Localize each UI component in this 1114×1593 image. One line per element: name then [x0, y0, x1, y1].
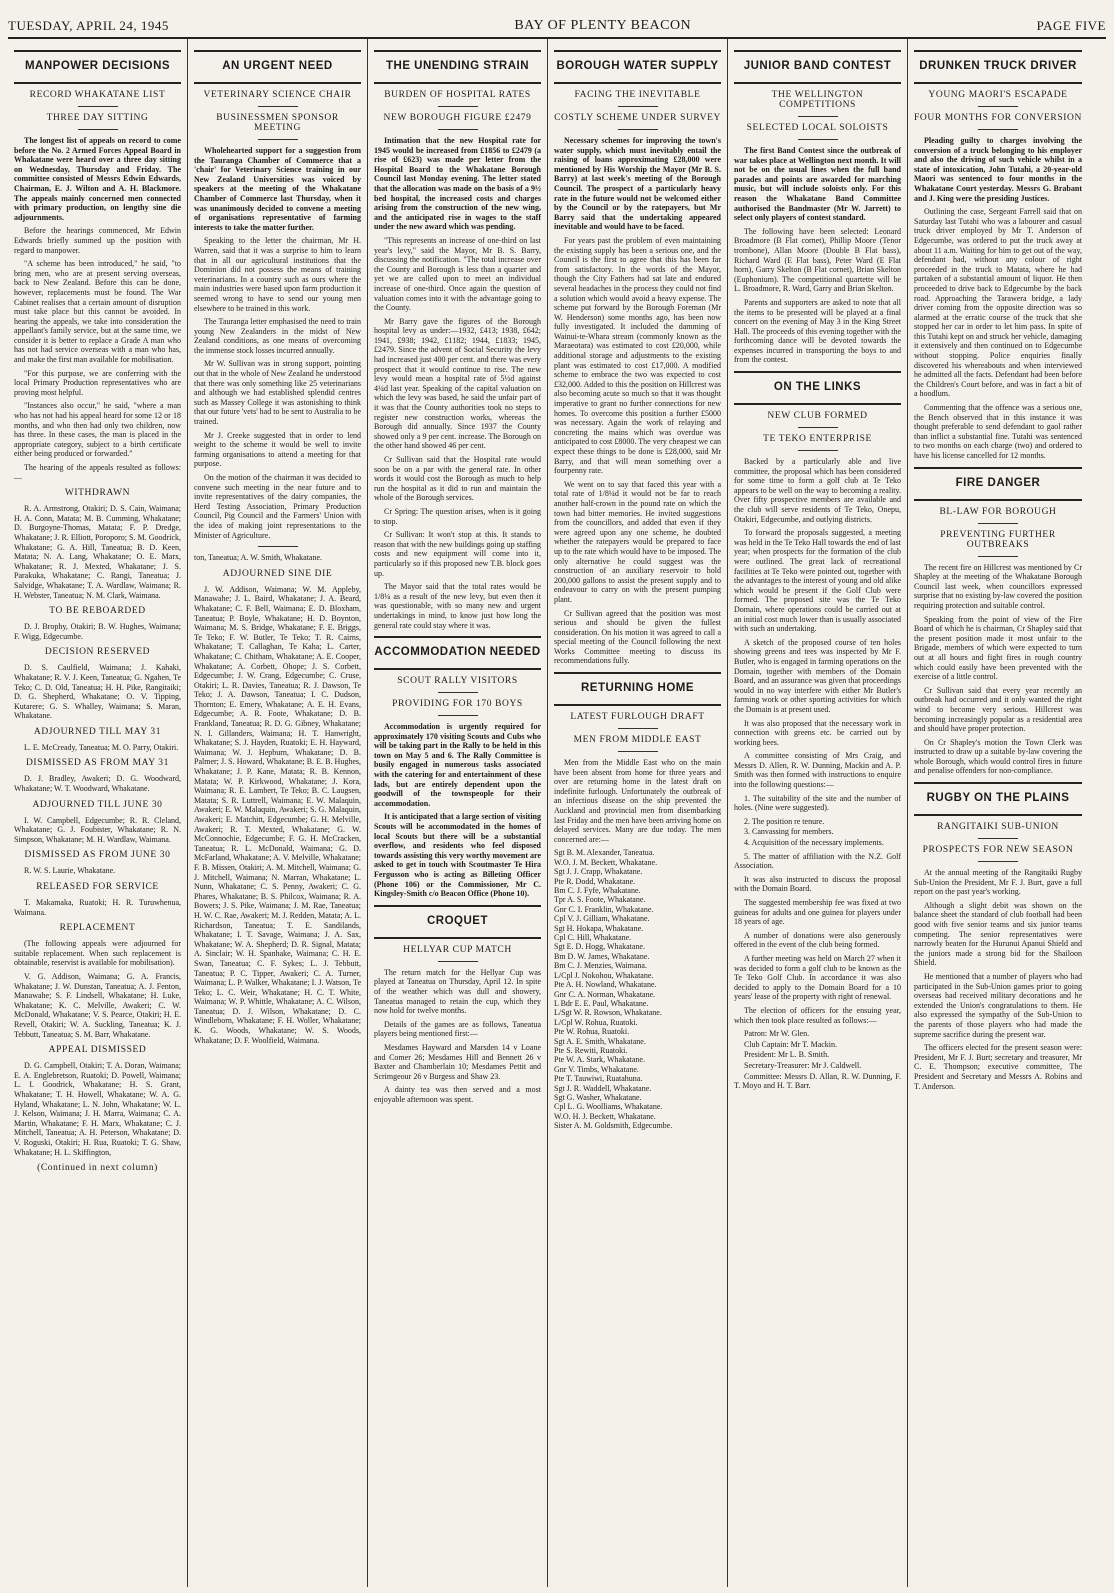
paragraph: Mesdames Hayward and Marsden 14 v Loane and Comer 26; Mesdames Hill and Bennett 26 v Baxter and Chamberlain 10; Mesdames Pettit and Scrimgeour 26 v Burgess and Shaw 23.: [374, 1042, 541, 1081]
paragraph: Speaking to the letter the chairman, Mr H. Warren, said that it was a surprise to him to learn that in all our agricultural institutions that the Dominion did not possess the means of training veterinarians. In a country such as ours where the main industries were based upon farm production it seemed wrong to have to send our young men elsewhere to be trained in this work.: [194, 236, 361, 313]
list-heading: WITHDRAWN: [64, 488, 131, 499]
subhead: YOUNG MAORI'S ESCAPADE: [928, 90, 1068, 100]
paragraph: Mr Barry gave the figures of the Borough hospital levy as under:—1932, £413; 1938, £642; 1941, £938; 1942, £1182; 1944, £1833; 1945, £2479. Since the advent of Social Security the levy had increased just 400 per cent. and there was every prospect that it would continue to rise. The new levy would mean a hospital rate of 5½d against 4¼d last year. Speaking of the capital valuation on which the levy was based, he said the unfair part of it was that the County authorities took no steps to register new construction works, whereas the Borough did annually. Since 1937 the County showed only a 9 per cent. increase. The Borough on the other hand showed 46 per cent.: [374, 316, 541, 451]
name-list: J. W. Addison, Waimana; W. M. Appleby, Manawahe; J. L. Baird, Whakatane; J. A. Beard, Whakatane; C. F. Bell, Waimana; E. D. Bloxham, Taneatua; P. Boyle, Whakatane; H. D. Boynton, Waimana; M. S. Bridge, Whakatane; F. E. Briggs, Te Teko; F. W. Butler, Te Teko; T. R. Cairns, Whakatane; T. Callaghan, Te Kaha; L. Carter, Whakatane; C. Chitham, Whakatane; A. E. Cooper, Whakatane; A. Corbett, Ohope; J. S. Corbett, Edgecumbe; J. W. Crang, Edgecumbe; C. Cruse, Otakiri; L. R. Davies, Taneatua; R. J. Dawson, Te Teko; J. A. Dawson, Taneatua; I. C. Dudson, Thornton; E. Emery, Whakatane; A. E. H. Evans, Edgecumbe; A. R. Foote, Whakatane; D. B. Frankland, Taneatua; R. D. G. Gibney, Whakatane; N. I. Gillanders, Waimana; H. T. Hanwright, Whakatane; S. J. Hayden, Ruatoki; E. H. Hayward, Waimana; W. J. Hepburn, Whakatane; D. B. Palmer; J. S. Howard, Whakatane; B. E. B. Hughes, Whakatane; J. P. Kane, Matata; R. B. Kennon, Matata; W. P. Kirkwood, Whakatane; J. Kora, Waimana; R. E. Lambert, Te Teko; B. C. Laugsen, Matata; S. R. Luttrell, Waimana; E. W. Malaquin, Awakeri; E. W. Malaquin, Awakeri; S. G. Malaquin, Awakeri; E. Matchitt, Edgecumbe; G. H. Melville, Awakeri; R. T. Mexted, Whakatane; G. W. McConnochie, Edgecumbe; F. G. H. McCracken, Taneatua; R. L. McDonald, Waimana; G. D. McFarland, Whakatane; A. V. Melville, Whakatane; F. B. Missen, Otakiri; A. M. Mitchell, Waimana; G. J. Mitchell, Waimana; N. Marran, Whakatane; L. Nunn, Whakatane; C. S. Penny, Awakeri; C. G. Phares, Whakatane; B. S. Philcox, Waimana; R. A. Bowers; J. S. Pike, Waimana; J. M. Rae, Taneatua; H. W. C. Rae, Awakeri; M. J. Redden, Matata; A. L. Richardson, Taneatua; T. E. Sandilands, Whakatane; I. T. Savage, Waimana; J. A. Sax, Whakatane; W. A. Shepherd; D. R. Signal, Matata; A. Sinclair; W. H. Spanhake, Waimana; C. H. E. Swan, Taneatua; C. F. Sykes; L. J. Tebbutt, Taneatua; P. C. Tipper, Awakeri; C. A. Turner, Waimana; L. P. Walker, Whakatane; I. J. Watson, Te Teko; L. C. Weir, Whakatane; H. C. T. White, Waimana; W. P. Whittle, Whakatane; A. C. Wilson, Taneatua; D. J. Wilson, Whakatane; D. C. Windleborn, Whakatane; F. H. Woller, Whakatane; K. G. Woods, Whakatane; W. S. Woods, Whakatane; D. F. Woolfield, Waimana.: [194, 584, 361, 1045]
subhead: VETERINARY SCIENCE CHAIR: [203, 90, 352, 100]
headline-rugby: RUGBY ON THE PLAINS: [926, 792, 1070, 805]
paragraph: Commenting that the offence was a serious one, the Bench observed that in this instance it was thought preferable to send defendant to gaol rather than inflict a substantial fine. Tutahi was sentenced to two months on each charge (two) and ordered to have his license cancelled for 12 months.: [914, 403, 1082, 460]
headline-manpower: MANPOWER DECISIONS: [24, 60, 171, 72]
issue-date: TUESDAY, APRIL 24, 1945: [8, 18, 169, 33]
lead-paragraph: Intimation that the new Hospital rate for 1945 would be increased from £1856 to £2479 (a rise of £623) was made per letter from the Hospital Board to the Whakatane Borough Council last Monday evening. The letter stated that the allocation was made on the basis of a 9½ bed hospital, the increased costs and charges arising from the construction of the new wing, and the anticipated rise in wages to the staff under the new award which was pending.: [374, 136, 541, 232]
column-band-links: [728, 38, 908, 1587]
paragraph: The Mayor said that the total rates would be 1/8¼ as a result of the new levy, but even then it was questionable, with so many new and urgent undertakings in mind, to know just how long the general rate could stay where it was.: [374, 582, 541, 630]
paragraph: Secretary-Treasurer: Mr J. Caldwell.: [744, 1060, 862, 1070]
list-item: Pte W. Rohua, Ruatoki.: [554, 1027, 630, 1037]
list-heading: ADJOURNED SINE DIE: [222, 568, 333, 579]
paragraph: A committee consisting of Mrs Craig, and Messrs D. Allen, R. W. Dunning, Mackin and A. P. Smith was then formed with instructions to enquire into the following questions:—: [734, 751, 901, 790]
paragraph: Cr Sullivan: It won't stop at this. It stands to reason that with the new buildings going up staffing costs and new equipment will come into it, particularly so if this proposed new T.B. block goes up.: [374, 530, 541, 578]
subhead: THREE DAY SITTING: [46, 113, 149, 123]
paragraph: The hearing of the appeals resulted as follows:—: [14, 463, 181, 482]
list-item: L Bdr E. E. Paul, Whakatane.: [554, 998, 649, 1008]
subhead: HELLYAR CUP MATCH: [403, 944, 512, 955]
subhead: PREVENTING FURTHER OUTBREAKS: [940, 529, 1056, 550]
paragraph: At the annual meeting of the Rangitaiki Rugby Sub-Union the President, Mr F. J. Burt, gave a full report on the past year's working.: [914, 868, 1082, 897]
name-list: ton, Taneatua; A. W. Smith, Whakatane.: [194, 553, 323, 563]
list-heading: RELEASED FOR SERVICE: [36, 882, 159, 893]
paragraph: A further meeting was held on March 27 when it was decided to form a golf club to be known as the Te Teko Golf Club. In accordance it was also decided to apply to the Domain Board for a 10 years' lease of the property with right of renewal.: [734, 953, 901, 1002]
paragraph: The officers elected for the present season were: President, Mr F. J. Burt; secretary and treasurer, Mr C. E. Thompson; executive committee, The President and Secretary and Messrs A. Robins and T. Anderson.: [914, 1043, 1082, 1091]
list-item: L/Cpl J. Nokohou, Whakatane.: [554, 970, 654, 980]
paragraph: The election of officers for the ensuing year, which then took place resulted as follows:—: [734, 1005, 901, 1025]
paragraph: Although a slight debit was shown on the balance sheet the standard of club football had been good with five senior teams and six junior teams competing. The senior representatives were narrowly beaten for the Hurunui Apanui Shield and the juniors made a strong bid for the Shailoon Shield.: [914, 900, 1082, 968]
paragraph: It was also instructed to discuss the proposal with the Domain Board.: [734, 874, 901, 894]
paragraph: Cr Sullivan said that the Hospital rate would soon be on a par with the general rate. In other words it would cost the Borough as much to help run the hospital as it did to run and maintain the whole of the Borough services.: [374, 455, 541, 503]
paragraph: The following have been selected: Leonard Broadmore (B Flat cornet), Phillip Moore (Tenor trombone), Allan Moore (Double B Flat bass), Richard Ward (E Flat bass), Peter Ward (E Flat horn), Garry Skelton (B Flat cornet), Brian Skelton (Euphonium). The competitional quartette will be L. Broadmore, R. Ward, Garry and Brian Skelton.: [734, 226, 901, 294]
name-list: R. W. S. Laurie, Whakatane.: [24, 866, 116, 876]
paragraph: Cr Sullivan said that every year recently an outbreak had occurred and it only wanted the right wind to become very serious. Hillcrest was becoming increasingly popular as a residential area and should have proper protection.: [914, 685, 1082, 734]
list-heading: DECISION RESERVED: [44, 647, 151, 658]
subhead: SELECTED LOCAL SOLOISTS: [746, 123, 889, 133]
name-list: D. S. Caulfield, Waimana; J. Kahaki, Whakatane; R. V. J. Keen, Taneatua; G. Ngahen, Te Teko; C. D. Old, Taneatua; H. H. Pike, Rangitaiki; D. G. Shepherd, Whakatane; O. V. Tipping, Kutarere; G. S. Whalley, Waimana; S. Maran, Whakatane.: [14, 663, 181, 721]
subhead: TE TEKO ENTERPRISE: [763, 434, 872, 445]
paragraph: President: Mr L. B. Smith.: [744, 1050, 830, 1060]
name-list: V. G. Addison, Waimana; G. A. Francis, Whakatane; J. W. Dunstan, Taneatua; A. J. Fenton, Manawahe; S. F. Lindsell, Whakatane; H. Luke, Whakatane; K. C. Melville, Awakeri; C. W. McDonald, Whakatane; V. S. Pearce, Otakiri; H. E. Revell, Otakiri; W. A. Suckling, Taneatua; K. J. Tebbutt, Taneatua; S. M. Barr, Whakatane.: [14, 972, 181, 1039]
paragraph: Cr Sullivan agreed that the position was most serious and should be given the fullest consideration. On his motion it was agreed to call a special meeting of the Council following the next Works Committee meeting to discuss its recommendations fully.: [554, 608, 721, 666]
list-heading: ADJOURNED TILL MAY 31: [33, 726, 162, 737]
paragraph: 3. Canvassing for members.: [744, 827, 834, 837]
continued-note: (Continued in next column): [37, 1163, 158, 1174]
list-item: Bm C. J. Menzies, Waimana.: [554, 961, 647, 971]
paragraph: Parents and supporters are asked to note that all the items to be presented will be played at a final concert on the evening of May 3 in the King Street Hall. The proceeds of this evening together with the forthcoming dance will be devoted towards the expenses incurred in transporting the boys to and from the contest.: [734, 297, 901, 365]
paper-title: BAY OF PLENTY BEACON: [514, 18, 692, 33]
lead-paragraph: The first Band Contest since the outbreak of war takes place at Wellington next month. It will not be on the usual lines when the full band parades and points are awarded for marching music, but will include soloists only. For this reason the Whakatane Band Committee authorised the Bandmaster (Mr W. Jarrett) to select only players of contest standard.: [734, 146, 901, 223]
list-heading: DISMISSED AS FROM JUNE 30: [24, 850, 171, 861]
paragraph: "This represents an increase of one-third on last year's levy," said the Mayor, Mr B. S. Barry, discussing the notification. "The total increase over the County and Borough is less than a quarter and yet we are called upon to meet an individual increase of one-third. Once again the question of valuation comes into it with the advantage going to the County.: [374, 235, 541, 313]
paragraph: Backed by a particularly able and live committee, the proposal which has been considered for some time to form a golf club at Te Teko appears to be well on the way to becoming a reality. Over fifty prospective members are available and the club will serve residents of Te Teko, Onepu, Otakiri, Edgecumbe, and outlying districts.: [734, 457, 901, 524]
list-heading: ADJOURNED TILL JUNE 30: [32, 799, 163, 810]
subhead: PROSPECTS FOR NEW SEASON: [922, 845, 1074, 856]
lead-paragraph: It is anticipated that a large section of visiting Scouts will be accommodated in the homes of local Scouts but there will be a substantial overflow, and residents who feel disposed towards assisting this very worthy movement are asked to get in touch with Scoutmaster Te Hira Fergusson who is acting as Billeting Officer (Phone 106) or the Commissioner, Mr C. Kingsley-Smith c/o Beacon Office (Phone 10).: [374, 812, 541, 899]
list-item: Sgt H. Hokapa, Whakatane.: [554, 923, 644, 933]
name-list: T. Makamaka, Ruatoki; H. R. Turuwhenua, Waimana.: [14, 898, 181, 917]
headline-croquet: CROQUET: [427, 914, 488, 927]
paragraph: 2. The position re tenure.: [744, 816, 825, 826]
subhead: MEN FROM MIDDLE EAST: [573, 735, 702, 746]
lead-paragraph: Wholehearted support for a suggestion from the Tauranga Chamber of Commerce that a 'chair' for Veterinary Science training in our New Zealand Universities was voiced by speakers at the meeting of the Whakatane Chamber of Commerce last Thursday, when it was unanimously decided to convene a meeting of organisations representative of farming interests to take the matter further.: [194, 146, 361, 232]
subhead: FACING THE INEVITABLE: [574, 90, 701, 100]
subhead: PROVIDING FOR 170 BOYS: [392, 699, 523, 710]
list-item: Sgt B. M. Alexander, Taneatua.: [554, 848, 655, 858]
list-item: W.O. H. J. Beckett, Whakatane.: [554, 1111, 656, 1121]
list-item: Cpl V. J. Gilliam, Whakatane.: [554, 914, 650, 924]
name-list: I. W. Campbell, Edgecumbe; R. R. Cleland, Whakatane; G. J. Foubister, Whakatane; R. N. Simpson, Whakatane; M. H. Wardlaw, Waimana.: [14, 815, 181, 844]
paragraph: The Tauranga letter emphasised the need to train young New Zealanders in the midst of New Zealand conditions, as one means of overcoming the immense stock losses incurred annually.: [194, 317, 361, 355]
paragraph: Club Captain: Mr T. Mackin.: [744, 1039, 838, 1049]
headline-water-supply: BOROUGH WATER SUPPLY: [556, 60, 719, 72]
list-heading: TO BE REBOARDED: [49, 606, 146, 617]
paragraph: Mr W. Sullivan was in strong support, pointing out that in the whole of New Zealand he understood that there was only something like 25 veterinarians and although we had established splendid centres such as Massey College it was astonishing to think that our future 'vets' had to be sent to Australia to be trained.: [194, 359, 361, 427]
subhead: NEW BOROUGH FIGURE £2479: [383, 113, 532, 123]
paragraph: Details of the games are as follows, Taneatua players being mentioned first:—: [374, 1019, 541, 1039]
headline-fire-danger: FIRE DANGER: [955, 476, 1041, 489]
list-item: Gnr V. Timbs, Whakatane.: [554, 1064, 639, 1074]
lead-paragraph: The longest list of appeals on record to come before the No. 2 Armed Forces Appeal Board in Whakatane were heard over a three day sitting on Wednesday, Thursday and Friday. The committee consisted of Messrs Edwin Edwards, Chairman, E. J. Wilton and A. H. Blackmore. The appeals mainly concerned men connected with primary production, on lengthy sine die adjournments.: [14, 136, 181, 222]
lead-paragraph: Necessary schemes for improving the town's water supply, which must inevitably entail the raising of loans approximating £28,000 were mentioned by His Worship the Mayor (Mr B. S. Barry) at last week's meeting of the Borough Council. The prospect of a particularly heavy rate in the future would not be welcomed either by the Council or by the ratepayers, but Mr Barry said that the undertaking appeared inevitable and would have to be faced.: [554, 136, 721, 232]
paragraph: It was also proposed that the necessary work in connection with greens etc. be carried out by working bees.: [734, 718, 901, 747]
returning-men-list: [554, 848, 721, 1130]
headline-returning-home: RETURNING HOME: [580, 682, 695, 695]
paragraph: "A scheme has been introduced," he said, "to bring men, who are at present serving overseas, back to New Zealand. Before this can be done, however, replacements must be found. The War Cabinet realises that a certain amount of disruption must take place but this cannot be avoided. In hearing the appeals, we take into consideration the appellant's family service, but at the same time, we consider it is better to replace a Grade A man who has not had service overseas with a man who has, and make the first man available for mobilisation.: [14, 259, 181, 365]
columns: [8, 38, 1106, 1587]
name-list: D. J. Brophy, Otakiri; B. W. Hughes, Waimana; F. Wigg, Edgecumbe.: [14, 622, 181, 641]
paragraph: Committee: Messrs D. Allan, R. W. Dunning, F. T. Moyo and H. T. Barr.: [734, 1071, 901, 1091]
paragraph: "Instances also occur," he said, "where a man who has not had his appeal heard for some 12 or 18 months, and who then had only two children, now has three. In these cases, the man is placed in the appropriate category, subject to a birth certificate either being produced or forwarded.": [14, 401, 181, 459]
paragraph: The return match for the Hellyar Cup was played at Taneatua on Thursday, April 12. In spite of the weather which was dull and showery, Taneatua managed to retain the cup, which they now hold for twelve months.: [374, 967, 541, 1016]
column-water-supply: [548, 38, 728, 1587]
paragraph: Speaking from the point of view of the Fire Board of which he is chairman, Cr Shapley said that the present position made it most unfair to the Brigade, members of which were expected to turn out at all hours and fight fires in rough country which could easily have been prevented with the exercise of a little control.: [914, 614, 1082, 682]
headline-band-contest: JUNIOR BAND CONTEST: [743, 60, 892, 72]
list-item: Sister A. M. Goldsmith, Edgecumbe.: [554, 1121, 673, 1131]
paragraph: For years past the problem of even maintaining the existing supply has been a serious one, and the Council is the first to agree that this has been far from satisfactory. In the words of the Mayor, though the City Fathers had sat late and endured several headaches in the process they could not find a solution which would avoid a heavy expense. The scheme put forward by the Borough Foreman (Mr W. Henderson) some months ago, has been now fully investigated. It included the damming of Wainui-te-Whara stream (commonly known as the Maraeotara) was estimated to cost £20,000, while additional storage and adjustments to the existing plant was estimated to cost £17,000. A modified scheme to embrace the two was expected to cost £32,000. Added to this the position on Hillcrest was also becoming acute so much so that it was thought imperative to grant no further connections for new homes. To overcome this position a further £5000 was necessary. Again the work of relaying and concreting the mains which was overdue was anticipated to cost £8000. The very cheapest we can expect these things to be done is £28,000, said Mr Barry, and that will mean something over a fourpenny rate.: [554, 235, 721, 476]
list-heading: REPLACEMENT: [59, 923, 136, 934]
list-heading: APPEAL DISMISSED: [48, 1045, 147, 1056]
list-item: Bm C. J. Fyfe, Whakatane.: [554, 886, 641, 896]
list-item: Gnr C. I. Franklin, Whakatane.: [554, 904, 654, 914]
paragraph: Men from the Middle East who on the main have been absent from home for three years and over are returning home in the latest draft on indefinite furlough. Unfortunately the outbreak of an infectious disease on the ship prevented the Auckland and provincial men from disembarking last Friday and the men have been arriving home on delayed services. Many are due today. The men concerned are:—: [554, 758, 721, 844]
list-item: Pte A. H. Nowland, Whakatane.: [554, 980, 657, 990]
subhead: NEW CLUB FORMED: [767, 411, 868, 422]
paragraph: Mr J. Creeke suggested that in order to lend weight to the scheme it would be well to invite farming organisations to attend a meeting for that purpose.: [194, 430, 361, 469]
list-item: W.O. J. M. Beckett, Whakatane.: [554, 857, 658, 867]
paragraph: To forward the proposals suggested, a meeting was held in the Te Teko Hall towards the end of last year; when prospects for the formation of the club were outlined. The great lack of recreational facilities at Te Teko were pointed out, together with the advantages to the interest of young and old alike which would be present if the Golf Club were formed. The proposed site was the Te Teko Domain, where operations could be carried out at an initial cost much lower than is usually associated with such an undertaking.: [734, 528, 901, 634]
note: (The following appeals were adjourned for suitable replacement. When such replacement is obtainable, reservist is available for mobilisation).: [14, 939, 181, 968]
lead-paragraph: Accommodation is urgently required for approximately 170 visiting Scouts and Cubs who will be taking part in the Rally to be held in this town on May 5 and 6. The Rally Committee is busily engaged in numerous tasks associated with the catering for and entertainment of these lads, but are entirely dependent upon the goodwill of the townspeople for their accommodation.: [374, 722, 541, 808]
list-item: Pte W. A. Stark, Whakatane.: [554, 1055, 645, 1065]
subhead: COSTLY SCHEME UNDER SURVEY: [554, 113, 721, 123]
name-list: D. G. Campbell, Otakiri; T. A. Doran, Waimana; E. A. Englebretson, Ruatoki; D. Powell, Waimana; L. I. Goodrick, Whakatane; H. S. Grant, Whakatane; T. H. Howell, Whakatane; W. A. G. Hyland, Whakatane; L. N. John, Whakatane; W. L. J. Kelson, Waimana; J. H. Marra, Waimana; C. A. Martin, Whakatane; F. H. Marx, Whakatane; C. J. Mitchell, Taneatua; A. H. Peterson, Whakatane; D. V. Roguski, Otakiri; H. Rua, Ruatoki; T. G. Shaw, Whakatane; H. L. Skiffington,: [14, 1061, 181, 1157]
subhead: THE WELLINGTON COMPETITIONS: [771, 90, 864, 110]
paragraph: A sketch of the proposed course of ten holes showing greens and tees was inspected by Mr F. Butler, who is engaged in farming operations on the Domain, together with members of the Domain Board, and an assurance was given that proceedings would in no way interfere with either Mr Butler's farming work or other sporting activities for which the Domain is at present used.: [734, 637, 901, 714]
headline-truck-driver: DRUNKEN TRUCK DRIVER: [919, 60, 1077, 72]
subhead: FOUR MONTHS FOR CONVERSION: [914, 113, 1082, 123]
paragraph: He mentioned that a number of players who had participated in the Sub-Union games prior to going overseas had received military decorations and he extended the Union's congratulations to them. He also expressed the sympathy of the Sub-Union to the parents of those players who had made the supreme sacrifice during the present war.: [914, 972, 1082, 1039]
lead-paragraph: Pleading guilty to charges involving the conversion of a truck belonging to his employer and also the driving of such vehicle whilst in a state of intoxication, John Tutahi, a 20-year-old Maori was sentenced to four months in the Whakatane Court yesterday. Messrs G. Brabant and J. King were the presiding Justices.: [914, 136, 1082, 203]
headline-accommodation: ACCOMMODATION NEEDED: [374, 646, 541, 659]
list-heading: DISMISSED AS FROM MAY 31: [25, 758, 170, 769]
list-item: Pte S. Rewiti, Ruatoki.: [554, 1045, 628, 1055]
paragraph: On Cr Shapley's motion the Town Clerk was instructed to draw up a suitable by-law covering the whole Borough, which would control fires in future and penalise offenders for non-compliance.: [914, 737, 1082, 776]
paragraph: On the motion of the chairman it was decided to convene such meeting in the near future and to invite representatives of the dairy companies, the Herd Testing Association, Primary Production Council, Pig Council and the Farmers' Union with the idea of making joint representations to the Minister of Agriculture.: [194, 473, 361, 540]
paragraph: 5. The matter of affiliation with the N.Z. Golf Association.: [734, 851, 901, 871]
paragraph: Cr Spring: The question arises, when is it going to stop.: [374, 506, 541, 526]
paragraph: 4. Acquisition of the necessary implements.: [744, 838, 884, 848]
subhead: BURDEN OF HOSPITAL RATES: [384, 90, 531, 100]
column-hospital: [368, 38, 548, 1587]
paragraph: Patron: Mr W. Glen.: [744, 1029, 810, 1039]
subhead: LATEST FURLOUGH DRAFT: [570, 712, 705, 723]
subhead: RANGITAIKI SUB-UNION: [937, 822, 1059, 833]
paragraph: A number of donations were also generously offered in the event of the club being formed.: [734, 930, 901, 950]
list-item: L/Sgt W. R. Rowson, Whakatane.: [554, 1008, 662, 1018]
paragraph: 1. The suitability of the site and the number of holes. (Nine were suggested).: [734, 793, 901, 813]
list-item: Tpr A. S. Foote, Whakatane.: [554, 895, 646, 905]
paragraph: Outlining the case, Sergeant Farrell said that on Saturday last Tutahi who was a labourer and casual truck driver employed by Mr T. Anderson of Edgecumbe, was ordered to put the truck away at about 11 a.m. Waiting for him to get out of the way, defendant had, without any colour of right proceeded in the truck to Matata, where he had partaken of a substantial amount of liquor. He then proceeded to drive back to Edgecumbe by the back road. Approaching the Tarawera bridge, a lady driver coming from the opposite direction was so alarmed at the erratic course of the truck that she stopped her car in order to let him pass. In spite of this Tutahi kept on and struck her vehicle, damaging it extensively and then continued on to Edgecumbe without stopping. Police enquiries finally discovered his whereabouts and when interviewed he admitted all the facts. Defendant had been before the Children's Court before, and was in fact a bit of a hoodlum.: [914, 207, 1082, 399]
page-number: PAGE FIVE: [1036, 18, 1106, 33]
column-urgent-need: [188, 38, 368, 1587]
list-item: Sgt G. Washer, Whakatane.: [554, 1092, 642, 1102]
list-item: Bm D. W. James, Whakatane.: [554, 951, 650, 961]
subhead: BL-LAW FOR BOROUGH: [939, 506, 1057, 517]
paragraph: Before the hearings commenced, Mr Edwin Edwards briefly summed up the position with regard to manpower.: [14, 226, 181, 255]
headline-unending-strain: THE UNENDING STRAIN: [385, 60, 530, 72]
list-item: Cpl C. Hill, Whakatane.: [554, 933, 632, 943]
list-item: Sgt E. D. Hogg, Whakatane.: [554, 942, 645, 952]
headline-urgent-need: AN URGENT NEED: [222, 60, 333, 72]
list-item: Cpl L. G. Woolliams, Whakatane.: [554, 1102, 663, 1112]
list-item: Sgt J. J. Crapp, Whakatane.: [554, 867, 643, 877]
column-manpower: [8, 38, 188, 1587]
subhead: RECORD WHAKATANE LIST: [29, 90, 166, 100]
paragraph: The suggested membership fee was fixed at two guineas for adults and one guinea for players under 18 years of age.: [734, 898, 901, 927]
subhead: SCOUT RALLY VISITORS: [397, 676, 518, 687]
list-item: L/Cpl W. Rohua, Ruatoki.: [554, 1017, 638, 1027]
paragraph: We went on to say that faced this year with a total rate of 1/8¼d it would not be far to reach another half-crown in the pound rate on which the town had bitter memories. He invited suggestions from the councillors, and added that even if they were agreed upon any one scheme, he doubted whether the ratepayers would be prepared to face up to the rate which would have to be imposed. The only alternative he could suggest was the construction of an auxiliary reservoir to hold 200,000 gallons to assist the present supply and to endeavour to carry on with the present pumping plant.: [554, 479, 721, 604]
headline-on-the-links: ON THE LINKS: [773, 381, 862, 394]
list-item: Sgt A. E. Smith, Whakatane.: [554, 1036, 646, 1046]
name-list: L. E. McCready, Taneatua; M. O. Parry, Otakiri.: [24, 742, 179, 752]
name-list: R. A. Armstrong, Otakiri; D. S. Cain, Waimana; H. A. Conn, Matata; M. B. Cumming, Whakatane; D. Burgoyne-Thomas, Matata; F. P. Dredge, Whakatane; J. R. Elliott, Poroporo; S. M. Goodrick, Whakatane; G. A. Hill, Taneatua; B. D. Keen, Matata; N. A. Lang, Whakatane; O. E. Marx, Whakatane; R. J. Mexted, Whakatane; J. S. Parakuka, Whakatane; C. Rangi, Taneatua; J. Salvidge, Whakatane; T. A. Wardlaw, Waimana; R. H. Webster, Taneatua; N. M. Clark, Waimana.: [14, 504, 181, 600]
paragraph: The recent fire on Hillcrest was mentioned by Cr Shapley at the meeting of the Whakatane Borough Council last week, when councillors expressed surprise that no existing by-law covered the position requiring protection and suitable control.: [914, 562, 1082, 610]
list-item: Sgt J. R. Waddell, Whakatane.: [554, 1083, 652, 1093]
column-truck-fire-rugby: [908, 38, 1088, 1587]
list-item: Pte R. Dodd, Whakatane.: [554, 876, 636, 886]
subhead: BUSINESSMEN SPONSOR MEETING: [216, 113, 339, 133]
list-item: Gnr C. A. Norman, Whakatane.: [554, 989, 656, 999]
paragraph: A dainty tea was then served and a most enjoyable afternoon was spent.: [374, 1085, 541, 1104]
list-item: Pte T. Tauwiwi, Ruatahuna.: [554, 1074, 643, 1084]
paragraph: "For this purpose, we are conferring with the local Primary Production representatives who are proving most helpful.: [14, 368, 181, 397]
name-list: D. J. Bradley, Awakeri; D. G. Woodward, Whakatane; W. T. Woodward, Whakatane.: [14, 774, 181, 794]
masthead: [8, 4, 1106, 39]
